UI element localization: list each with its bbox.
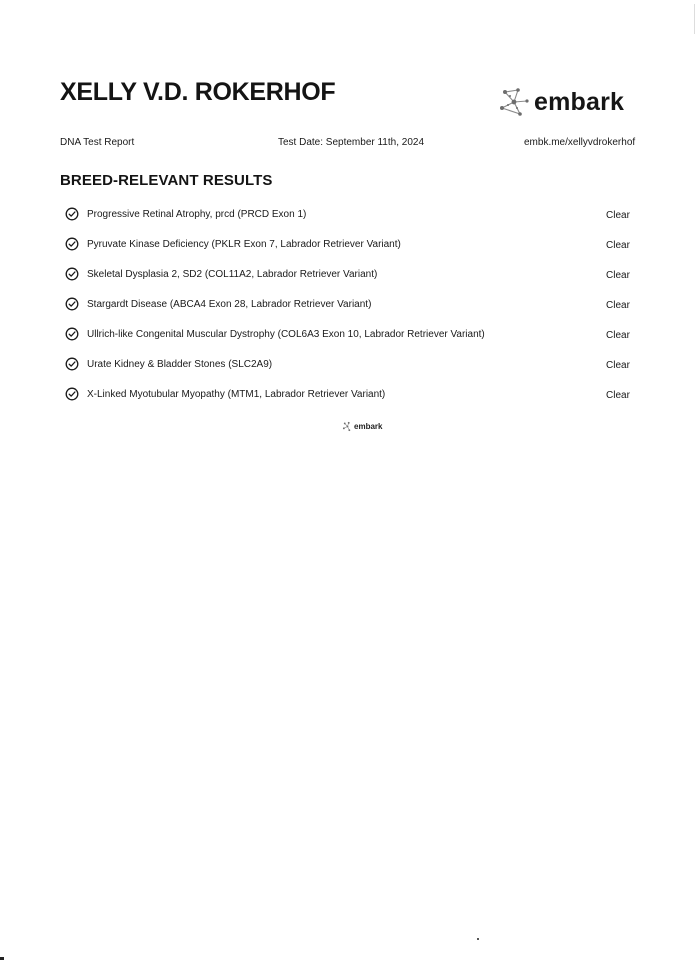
embark-logo (496, 84, 624, 120)
result-status: Clear (606, 270, 630, 281)
result-condition: Pyruvate Kinase Deficiency (PKLR Exon 7, Labrador Retriever Variant) (87, 238, 401, 250)
footer-embark-wordmark: embark (354, 421, 383, 431)
result-status: Clear (606, 210, 630, 221)
result-row (60, 229, 640, 259)
profile-url-link[interactable]: embk.me/xellyvdrokerhof (524, 137, 636, 148)
footer-embark-logo (342, 420, 382, 432)
check-circle-icon (65, 297, 79, 311)
dog-name-title: XELLY V.D. ROKERHOF (60, 78, 336, 106)
result-status: Clear (606, 240, 630, 251)
result-condition: Ullrich-like Congenital Muscular Dystrophy (COL6A3 Exon 10, Labrador Retriever Variant) (87, 328, 485, 340)
report-type-label: DNA Test Report (60, 137, 135, 148)
result-row (60, 379, 640, 409)
result-status: Clear (606, 300, 630, 311)
result-condition: Progressive Retinal Atrophy, prcd (PRCD Exon 1) (87, 208, 307, 220)
result-row (60, 259, 640, 289)
scan-artifact (694, 4, 695, 34)
test-date-label: Test Date: September 11th, 2024 (278, 137, 425, 148)
embark-molecule-icon (496, 84, 532, 120)
check-circle-icon (65, 267, 79, 281)
scan-artifact (0, 957, 4, 960)
result-row (60, 319, 640, 349)
results-list (60, 199, 640, 409)
check-circle-icon (65, 207, 79, 221)
check-circle-icon (65, 237, 79, 251)
result-row (60, 199, 640, 229)
check-circle-icon (65, 357, 79, 371)
section-title: BREED-RELEVANT RESULTS (60, 172, 273, 189)
check-circle-icon (65, 387, 79, 401)
result-condition: Skeletal Dysplasia 2, SD2 (COL11A2, Labrador Retriever Variant) (87, 268, 378, 280)
result-row (60, 289, 640, 319)
result-condition: Stargardt Disease (ABCA4 Exon 28, Labrador Retriever Variant) (87, 298, 372, 310)
result-row (60, 349, 640, 379)
embark-logo-wordmark: embark (534, 88, 625, 116)
result-status: Clear (606, 390, 630, 401)
result-condition: X-Linked Myotubular Myopathy (MTM1, Labrador Retriever Variant) (87, 388, 386, 400)
result-status: Clear (606, 330, 630, 341)
result-condition: Urate Kidney & Bladder Stones (SLC2A9) (87, 358, 273, 370)
scan-artifact (477, 938, 479, 940)
check-circle-icon (65, 327, 79, 341)
result-status: Clear (606, 360, 630, 371)
embark-molecule-icon (342, 421, 353, 432)
